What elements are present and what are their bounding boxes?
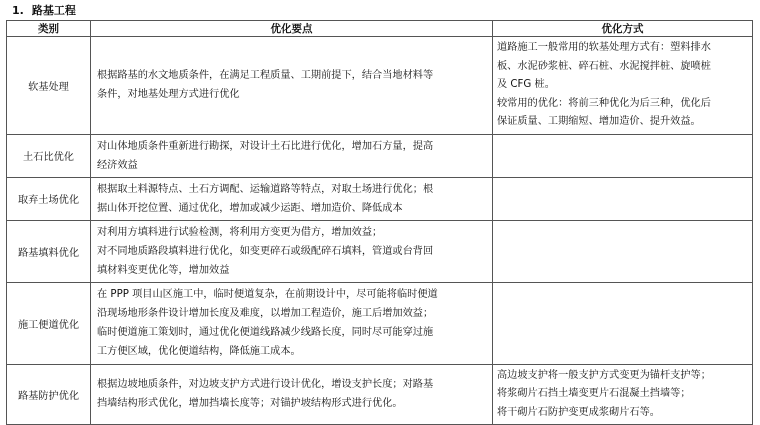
methods-cell (493, 282, 753, 364)
section-heading (12, 2, 76, 20)
table-row (7, 364, 753, 425)
methods-cell (493, 37, 753, 135)
methods-cell (493, 177, 753, 220)
points-cell (91, 364, 493, 425)
methods-cell (493, 220, 753, 282)
category-cell: 软基处理 (7, 37, 91, 135)
points-line: 根据取土料源特点、土石方调配、运输道路等特点，对取土场进行优化；根 (97, 183, 434, 195)
points-line: 对利用方填料进行试验检测，将利用方变更为借方，增加效益； (97, 226, 383, 238)
points-line: 填材料变更优化等，增加效益 (97, 264, 230, 276)
methods-line: 板、水泥砂浆桩、碎石桩、水泥搅拌桩、旋喷桩 (497, 60, 711, 72)
methods-cell (493, 134, 753, 177)
methods-line: 较常用的优化：将前三种优化为后三种，优化后 (497, 97, 711, 109)
methods-line: 将浆砌片石挡土墙变更片石混凝土挡墙等； (497, 388, 691, 399)
points-cell (91, 282, 493, 364)
methods-line: 保证质量、工期缩短、增加造价、提升效益。 (497, 116, 701, 127)
points-line: 沿现场地形条件设计增加长度及难度，以增加工程造价，施工后增加效益； (97, 308, 434, 319)
points-line: 对不同地质路段填料进行优化，如变更碎石或级配碎石填料，管道或台背回 (97, 245, 434, 257)
methods-cell (493, 364, 753, 425)
category-cell: 路基填料优化 (7, 220, 91, 282)
category-cell: 土石比优化 (7, 134, 91, 177)
category-cell: 取弃土场优化 (7, 177, 91, 220)
section-number: 1. (12, 4, 24, 17)
header-methods: 优化方式 (493, 21, 753, 37)
header-category: 类别 (7, 21, 91, 37)
section-title: 路基工程 (31, 4, 76, 17)
points-cell (91, 220, 493, 282)
points-line: 据山体开挖位置、通过优化，增加或减少运距、增加造价、降低成本 (97, 202, 403, 214)
methods-line: 道路施工一般常用的软基处理方式有：塑料排水 (497, 42, 711, 53)
table-row (7, 177, 753, 220)
points-cell (91, 177, 493, 220)
points-line: 经济效益 (97, 159, 138, 171)
points-line: 根据路基的水文地质条件，在满足工程质量、工期前提下，结合当地材料等 (97, 70, 434, 82)
table-row (7, 37, 753, 135)
points-line: 对山体地质条件重新进行勘探，对设计土石比进行优化，增加石方量，提高 (97, 140, 434, 152)
points-cell (91, 37, 493, 135)
table-header-row (7, 21, 753, 37)
category-cell: 施工便道优化 (7, 282, 91, 364)
points-line: 挡墙结构形式优化，增加挡墙长度等；对锚护坡结构形式进行优化。 (97, 398, 403, 410)
points-line: 条件，对地基处理方式进行优化 (97, 89, 240, 101)
points-line: 在 PPP 项目山区施工中，临时便道复杂，在前期设计中，尽可能将临时便道 (97, 289, 438, 300)
methods-line: 将干砌片石防护变更成浆砌片石等。 (497, 406, 660, 418)
category-cell: 路基防护优化 (7, 364, 91, 425)
table-row (7, 220, 753, 282)
methods-line: 高边坡支护将一般支护方式变更为锚杆支护等； (497, 369, 711, 381)
points-cell (91, 134, 493, 177)
table-row (7, 282, 753, 364)
points-line: 根据边坡地质条件，对边坡支护方式进行设计优化，增设支护长度；对路基 (97, 379, 434, 391)
header-points: 优化要点 (91, 21, 493, 37)
table-row (7, 134, 753, 177)
optimization-table (6, 20, 753, 425)
methods-line: 及 CFG 桩。 (497, 79, 555, 90)
points-line: 临时便道施工策划时，通过优化便道线路减少线路长度，同时尽可能穿过施 (97, 327, 434, 338)
points-line: 工方便区域，优化便道结构，降低施工成本。 (97, 346, 301, 357)
